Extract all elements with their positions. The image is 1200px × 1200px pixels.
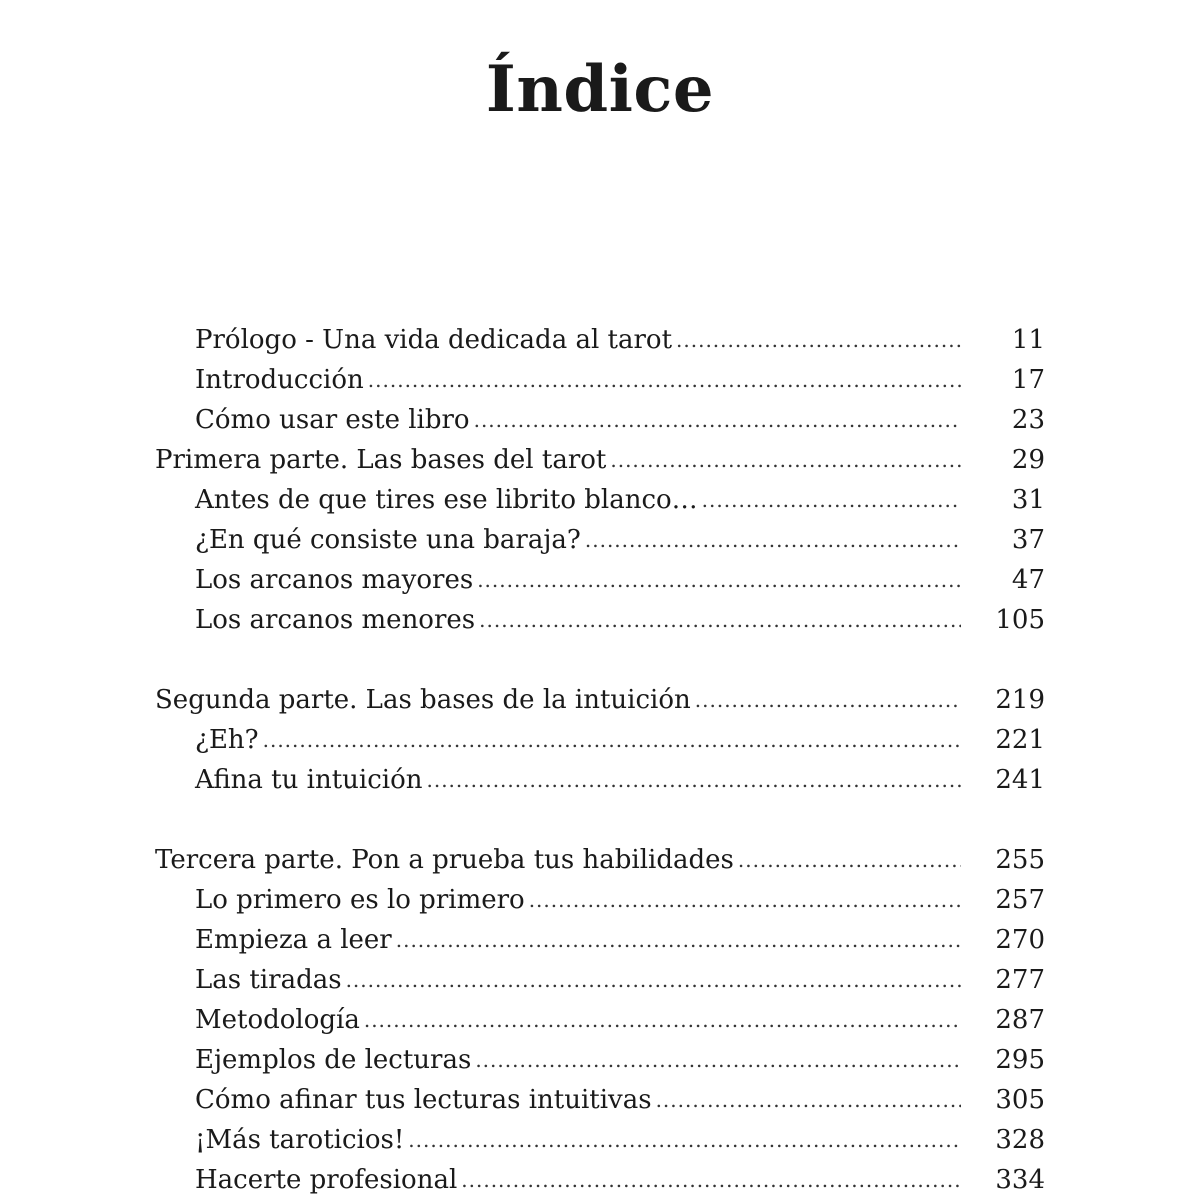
- toc-entry-label: Ejemplos de lecturas: [195, 1045, 472, 1075]
- toc-entry-page: 241: [995, 765, 1045, 795]
- toc-entry: [155, 1120, 1045, 1160]
- toc-entry-page: 334: [995, 1165, 1045, 1195]
- toc-entry: [155, 1040, 1045, 1080]
- toc-entry-label: ¡Más taroticios!: [195, 1125, 405, 1155]
- dot-leader: [396, 920, 961, 960]
- dot-leader: [610, 440, 961, 480]
- toc-entry-label: Los arcanos menores: [195, 605, 476, 635]
- toc-entry-page: 105: [995, 605, 1045, 635]
- toc-entry-label: Prólogo - Una vida dedicada al tarot: [195, 325, 673, 355]
- dot-leader: [695, 680, 961, 720]
- toc-entry-label: Introducción: [195, 365, 364, 395]
- toc-entry-label: Lo primero es lo primero: [195, 885, 525, 915]
- dot-leader: [474, 400, 961, 440]
- toc-entry-label: Antes de que tires ese librito blanco…: [195, 485, 698, 515]
- toc-entry: [155, 1080, 1045, 1120]
- toc-entry-page: 305: [995, 1085, 1045, 1115]
- dot-leader: [479, 600, 961, 640]
- toc-part-heading: [155, 840, 1045, 880]
- dot-leader: [585, 520, 961, 560]
- toc-entry-page: 287: [995, 1005, 1045, 1035]
- dot-leader: [676, 320, 961, 360]
- toc-entry: [155, 880, 1045, 920]
- dot-leader: [461, 1160, 961, 1200]
- toc-entry-page: 37: [1011, 525, 1045, 555]
- toc-entry-page: 23: [1011, 405, 1045, 435]
- toc-entry: [155, 760, 1045, 800]
- toc-entry-page: 221: [995, 725, 1045, 755]
- toc-entry-label: ¿Eh?: [195, 725, 259, 755]
- toc-entry: [155, 520, 1045, 560]
- dot-leader: [346, 960, 961, 1000]
- toc-entry: [155, 480, 1045, 520]
- toc-entry-label: Primera parte. Las bases del tarot: [155, 445, 607, 475]
- toc-entry-label: Cómo usar este libro: [195, 405, 470, 435]
- toc-entry-label: Cómo afinar tus lecturas intuitivas: [195, 1085, 652, 1115]
- toc-entry: [155, 320, 1045, 360]
- toc-entry-page: 47: [1011, 565, 1045, 595]
- toc-entry-page: 31: [1011, 485, 1045, 515]
- toc-entry-page: 328: [995, 1125, 1045, 1155]
- toc-entry-page: 29: [1011, 445, 1045, 475]
- toc-entry-label: ¿En qué consiste una baraja?: [195, 525, 581, 555]
- toc-entry-label: Segunda parte. Las bases de la intuición: [155, 685, 691, 715]
- toc-entry: [155, 720, 1045, 760]
- toc-entry: [155, 360, 1045, 400]
- toc-entry-page: 255: [995, 845, 1045, 875]
- dot-leader: [368, 360, 961, 400]
- toc-entry-page: 257: [995, 885, 1045, 915]
- dot-leader: [656, 1080, 961, 1120]
- toc-entry: [155, 600, 1045, 640]
- dot-leader: [475, 1040, 961, 1080]
- toc-entry: [155, 920, 1045, 960]
- dot-leader: [263, 720, 961, 760]
- page-title: Índice: [485, 52, 715, 127]
- toc-entry-label: Los arcanos mayores: [195, 565, 474, 595]
- toc-entry: [155, 960, 1045, 1000]
- toc-entry-label: Las tiradas: [195, 965, 342, 995]
- dot-leader: [529, 880, 961, 920]
- toc-entry-page: 219: [995, 685, 1045, 715]
- table-of-contents: [155, 320, 1045, 1200]
- dot-leader: [426, 760, 961, 800]
- toc-entry: [155, 1000, 1045, 1040]
- toc-entry-page: 11: [1011, 325, 1045, 355]
- toc-entry-label: Afina tu intuición: [195, 765, 423, 795]
- toc-entry-page: 277: [995, 965, 1045, 995]
- toc-entry-page: 17: [1011, 365, 1045, 395]
- toc-entry-label: Empieza a leer: [195, 925, 392, 955]
- dot-leader: [364, 1000, 961, 1040]
- toc-entry-label: Tercera parte. Pon a prueba tus habilidades: [155, 845, 734, 875]
- dot-leader: [702, 480, 961, 520]
- toc-entry: [155, 1160, 1045, 1200]
- toc-entry: [155, 400, 1045, 440]
- toc-part-heading: [155, 680, 1045, 720]
- dot-leader: [738, 840, 961, 880]
- dot-leader: [408, 1120, 961, 1160]
- toc-entry-label: Metodología: [195, 1005, 360, 1035]
- toc-entry-page: 270: [995, 925, 1045, 955]
- toc-entry-page: 295: [995, 1045, 1045, 1075]
- toc-entry: [155, 560, 1045, 600]
- toc-entry-label: Hacerte profesional: [195, 1165, 458, 1195]
- dot-leader: [477, 560, 961, 600]
- toc-part-heading: [155, 440, 1045, 480]
